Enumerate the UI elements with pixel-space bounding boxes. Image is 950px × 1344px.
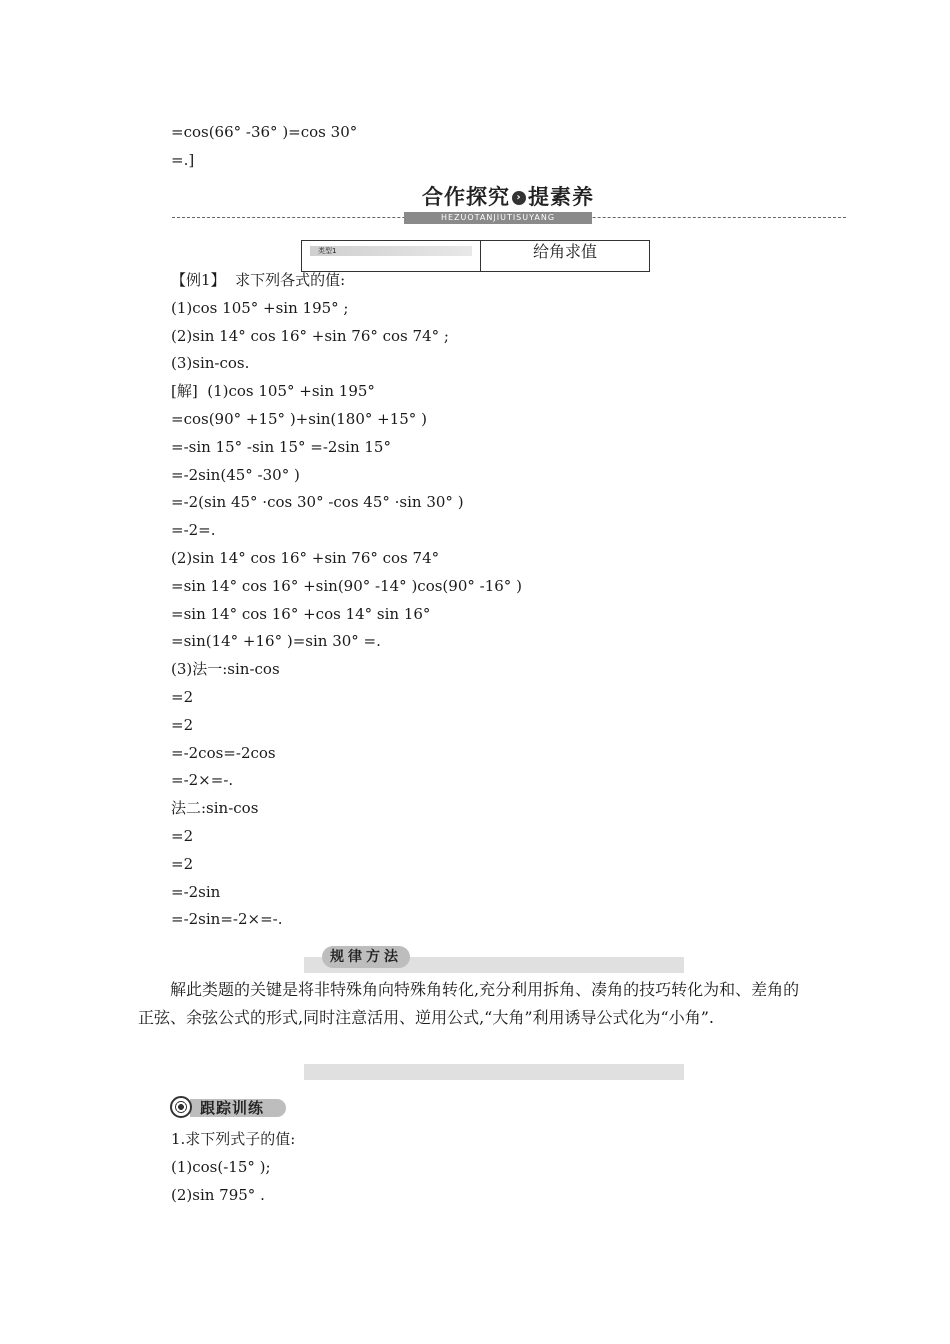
section-title-left: 合作探究 bbox=[422, 185, 510, 209]
top-line-2: =.] bbox=[171, 151, 195, 169]
example-line: (3)法一:sin-cos bbox=[171, 660, 280, 679]
exercise-line: (1)cos(-15° ); bbox=[171, 1158, 271, 1176]
type-box bbox=[301, 240, 650, 272]
type-tag: 类型1 bbox=[310, 246, 472, 256]
top-line-1: =cos(66° -36° )=cos 30° bbox=[171, 123, 358, 141]
example-line: =-2=. bbox=[171, 521, 216, 540]
example-line: 【例1】 求下列各式的值: bbox=[171, 271, 346, 289]
section-title bbox=[410, 183, 606, 211]
method-bottom-bar bbox=[304, 1064, 684, 1080]
section-header bbox=[172, 183, 846, 227]
example-line: =sin 14° cos 16° +sin(90° -14° )cos(90° -16° ) bbox=[171, 576, 522, 595]
example-line: =cos(90° +15° )+sin(180° +15° ) bbox=[171, 410, 427, 428]
example-line: (2)sin 14° cos 16° +sin 76° cos 74° ; bbox=[171, 326, 449, 345]
method-tag: 规律方法 bbox=[322, 946, 410, 968]
example-line: =sin 14° cos 16° +cos 14° sin 16° bbox=[171, 604, 431, 623]
example-line: (2)sin 14° cos 16° +sin 76° cos 74° bbox=[171, 549, 440, 567]
chevron-right-icon: › bbox=[512, 191, 526, 205]
track-label: 跟踪训练 bbox=[190, 1099, 286, 1117]
example-line: =2 bbox=[171, 688, 194, 706]
exercise-line: (2)sin 795° . bbox=[171, 1186, 265, 1204]
example-line: =-2×=-. bbox=[171, 771, 234, 790]
example-line: (3)sin-cos. bbox=[171, 354, 250, 373]
exercise-line: 1.求下列式子的值: bbox=[171, 1130, 296, 1148]
example-line: =sin(14° +16° )=sin 30° =. bbox=[171, 632, 381, 651]
section-subtitle: HEZUOTANJIUTISUYANG bbox=[404, 212, 592, 224]
example-line: (1)cos 105° +sin 195° ; bbox=[171, 298, 349, 317]
type-title: 给角求值 bbox=[532, 242, 597, 261]
type-box-left bbox=[302, 241, 481, 271]
example-line: =-2sin=-2×=-. bbox=[171, 910, 283, 929]
example-line: =-2sin(45° -30° ) bbox=[171, 465, 300, 484]
example-line: =2 bbox=[171, 854, 194, 873]
example-line: =-2cos=-2cos bbox=[171, 743, 276, 762]
target-icon bbox=[170, 1096, 192, 1118]
example-line: =-sin 15° -sin 15° =-2sin 15° bbox=[171, 437, 391, 456]
example-line: =2 bbox=[171, 715, 194, 734]
section-title-right: 提素养 bbox=[528, 185, 594, 209]
example-line: 法二:sin-cos bbox=[171, 799, 259, 818]
example-line: =2 bbox=[171, 827, 194, 845]
example-line: =-2sin bbox=[171, 882, 221, 901]
example-line: =-2(sin 45° ·cos 30° -cos 45° ·sin 30° ) bbox=[171, 493, 464, 512]
method-text: 解此类题的关键是将非特殊角向特殊角转化,充分利用拆角、凑角的技巧转化为和、差角的正弦、余弦公式的形式,同时注意活用、逆用公式,“大角”利用诱导公式化为“小角”. bbox=[138, 980, 800, 1027]
example-line: [解] (1)cos 105° +sin 195° bbox=[171, 382, 375, 401]
